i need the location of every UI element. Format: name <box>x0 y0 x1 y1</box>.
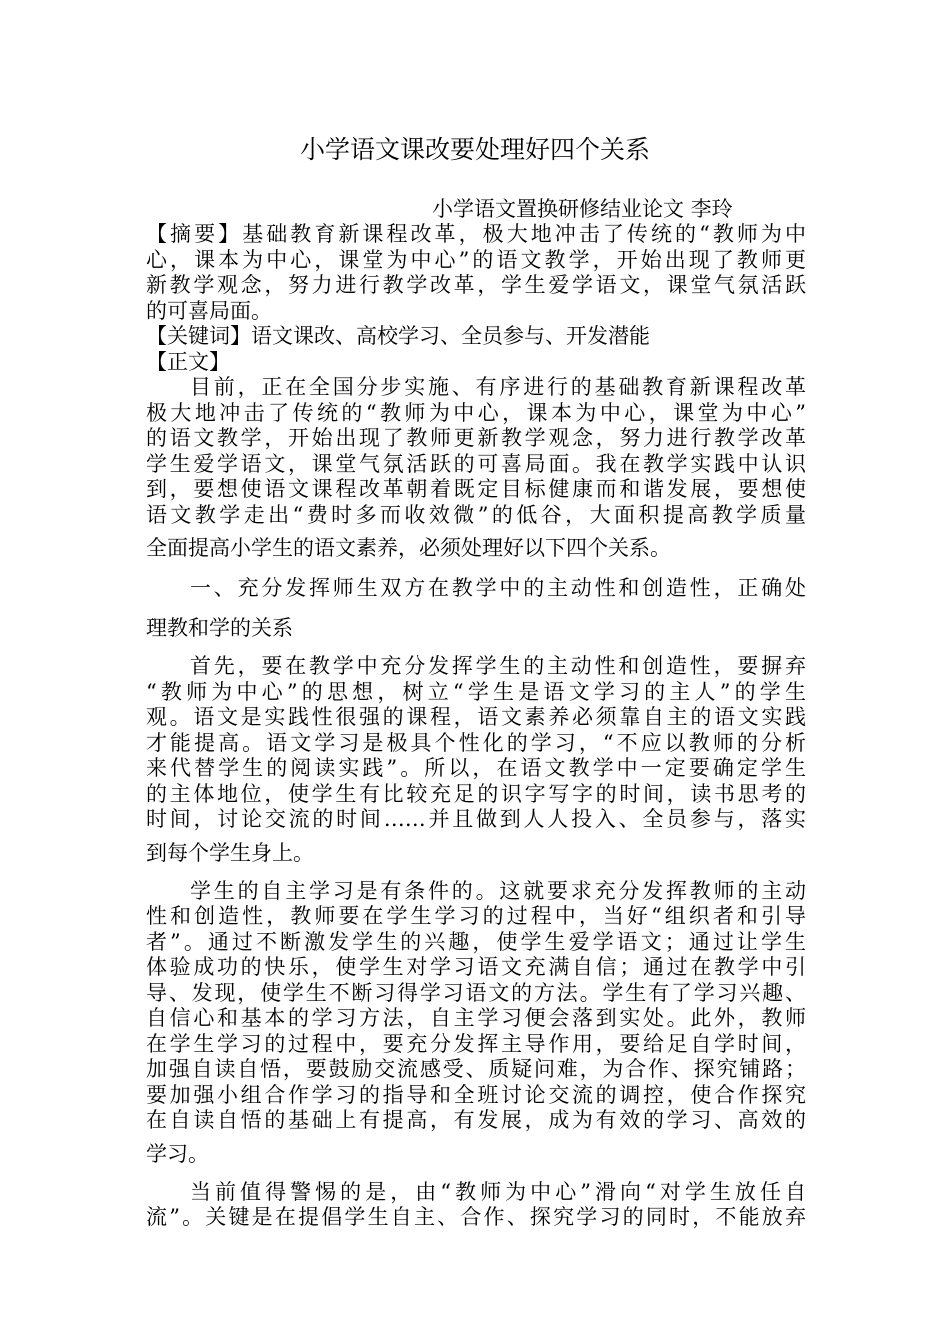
paragraph-line: 首先，要在教学中充分发挥学生的主动性和创造性，要摒弃 <box>190 654 806 678</box>
abstract-line: 心，课本为中心，课堂为中心”的语文教学，开始出现了教师更 <box>146 247 806 272</box>
paragraph-line: 导、发现，使学生不断习得学习语文的方法。学生有了学习兴趣、 <box>146 980 806 1005</box>
abstract-line: 的可喜局面。 <box>146 298 272 323</box>
paragraph-line: 到每个学生身上。 <box>146 840 314 865</box>
section-heading-line: 一、充分发挥师生双方在教学中的主动性和创造性，正确处 <box>190 576 806 600</box>
paragraph-line: 学生爱学语文，课堂气氛活跃的可喜局面。我在教学实践中认识 <box>146 451 806 476</box>
keywords-line: 【关键词】语文课改、高校学习、全员参与、开发潜能 <box>146 324 650 348</box>
paragraph-line: 当前值得警惕的是，由“教师为中心”滑向“对学生放任自 <box>190 1179 806 1204</box>
paragraph-line: 加强自读自悟，要鼓励交流感受、质疑问难，为合作、探究铺路； <box>146 1057 806 1081</box>
abstract-line: 新教学观念，努力进行教学改革，学生爱学语文，课堂气氛活跃 <box>146 273 806 297</box>
paragraph-line: 极大地冲击了传统的“教师为中心，课本为中心，课堂为中心” <box>146 400 806 425</box>
paragraph-line: 流”。关键是在提倡学生自主、合作、探究学习的同时，不能放弃 <box>146 1205 806 1229</box>
paragraph-line: 在自读自悟的基础上有提高，有发展，成为有效的学习、高效的 <box>146 1108 806 1132</box>
paragraph-line: 学生的自主学习是有条件的。这就要求充分发挥教师的主动 <box>190 878 806 903</box>
paragraph-line: “教师为中心”的思想，树立“学生是语文学习的主人”的学生 <box>146 679 806 704</box>
paragraph-line: 语文教学走出“费时多而收效微”的低谷，大面积提高教学质量 <box>146 502 806 527</box>
paragraph-line: 才能提高。语文学习是极具个性化的学习，“不应以教师的分析 <box>146 730 806 755</box>
paragraph-line: 目前，正在全国分步实施、有序进行的基础教育新课程改革 <box>190 375 806 399</box>
paragraph-line: 时间，讨论交流的时间……并且做到人人投入、全员参与，落实 <box>146 807 806 831</box>
paragraph-line: 要加强小组合作学习的指导和全班讨论交流的调控，使合作探究 <box>146 1082 806 1107</box>
paragraph-line: 体验成功的快乐，使学生对学习语文充满自信；通过在教学中引 <box>146 955 806 979</box>
paragraph-line: 自信心和基本的学习方法，自主学习便会落到实处。此外，教师 <box>146 1006 806 1030</box>
author-line: 小学语文置换研修结业论文 李玲 <box>432 197 733 221</box>
document-body <box>146 222 806 1231</box>
body-heading: 【正文】 <box>146 349 230 374</box>
paragraph-line: 全面提高小学生的语文素养，必须处理好以下四个关系。 <box>146 536 671 560</box>
paragraph-line: 的主体地位，使学生有比较充足的识字写字的时间，读书思考的 <box>146 781 806 806</box>
paragraph-line: 在学生学习的过程中，要充分发挥主导作用，要给足自学时间， <box>146 1031 806 1056</box>
paragraph-line: 观。语文是实践性很强的课程，语文素养必须靠自主的语文实践 <box>146 705 806 729</box>
paragraph-line: 到，要想使语文课程改革朝着既定目标健康而和谐发展，要想使 <box>146 477 806 501</box>
paragraph-line: 者”。通过不断激发学生的兴趣，使学生爱学语文；通过让学生 <box>146 929 806 954</box>
section-heading-line: 理教和学的关系 <box>146 616 293 640</box>
paragraph-line: 学习。 <box>146 1141 209 1166</box>
abstract-line: 【摘要】基础教育新课程改革，极大地冲击了传统的“教师为中 <box>146 222 806 246</box>
document-title: 小学语文课改要处理好四个关系 <box>299 135 650 164</box>
paragraph-line: 来代替学生的阅读实践”。所以，在语文教学中一定要确定学生 <box>146 756 806 780</box>
paragraph-line: 性和创造性，教师要在学生学习的过程中，当好“组织者和引导 <box>146 904 806 928</box>
paragraph-line: 的语文教学，开始出现了教师更新教学观念，努力进行教学改革 <box>146 426 806 450</box>
